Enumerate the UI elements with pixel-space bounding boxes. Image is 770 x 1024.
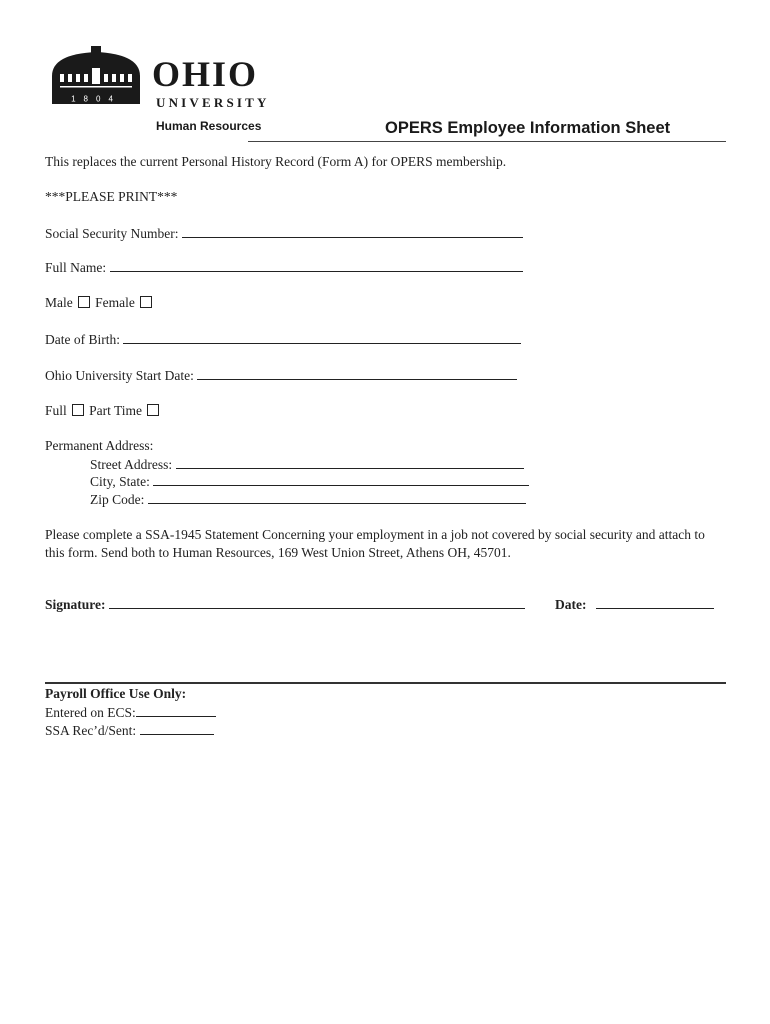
ssn-row [45,225,523,242]
intro-text: This replaces the current Personal History Record (Form A) for OPERS membership. [45,154,507,169]
ssn-label: Social Security Number: [45,226,179,241]
signature-row [45,596,525,613]
female-checkbox[interactable] [140,296,152,308]
zip-label: Zip Code: [90,492,145,507]
entered-ecs-label: Entered on ECS: [45,705,136,720]
zip-row [90,491,526,508]
male-label: Male [45,295,73,310]
gender-row [45,295,154,311]
female-label: Female [95,295,135,310]
start-date-label: Ohio University Start Date: [45,368,194,383]
part-time-label: Part Time [89,403,143,418]
date-row [555,596,714,613]
logo-year: 1804 [71,94,121,104]
street-label: Street Address: [90,457,173,472]
entered-ecs-field[interactable] [136,704,216,717]
part-time-checkbox[interactable] [147,404,159,416]
ssa-field[interactable] [140,722,214,735]
payroll-divider [45,682,726,684]
start-date-field[interactable] [197,367,517,380]
signature-field[interactable] [109,596,525,609]
logo-ohio-text: OHIO [152,54,259,94]
city-state-field[interactable] [153,473,529,486]
male-checkbox[interactable] [78,296,90,308]
document-title: OPERS Employee Information Sheet [385,119,671,137]
street-row [90,456,524,473]
instructions-paragraph: Please complete a SSA-1945 Statement Concerning your employment in a job not covered by social security and attach to this form. Send both to Human Resources, 169 West Union Street, Athens OH, 45701. [45,527,705,560]
ssa-row [45,722,214,739]
full-name-field[interactable] [110,259,523,272]
department-label: Human Resources [156,119,262,133]
zip-field[interactable] [148,491,526,504]
employment-type-row [45,403,161,419]
signature-label: Signature: [45,597,106,612]
full-label: Full [45,403,67,418]
full-name-label: Full Name: [45,260,107,275]
ssn-field[interactable] [182,225,523,238]
date-field[interactable] [596,596,714,609]
print-notice: ***PLEASE PRINT*** [45,189,178,204]
ssa-label: SSA Rec’d/Sent: [45,723,137,738]
payroll-title [45,686,186,702]
dob-row [45,331,521,348]
dob-field[interactable] [123,331,521,344]
payroll-title-text: Payroll Office Use Only: [45,686,187,701]
entered-ecs-row [45,704,216,721]
full-name-row [45,259,523,276]
logo-university-text: UNIVERSITY [156,95,270,110]
permanent-address-label: Permanent Address: [45,438,154,453]
city-state-row [90,473,529,490]
full-checkbox[interactable] [72,404,84,416]
header-divider [248,141,726,142]
date-label: Date: [555,597,587,612]
start-date-row [45,367,517,384]
city-state-label: City, State: [90,474,150,489]
dob-label: Date of Birth: [45,332,120,347]
street-field[interactable] [176,456,524,469]
